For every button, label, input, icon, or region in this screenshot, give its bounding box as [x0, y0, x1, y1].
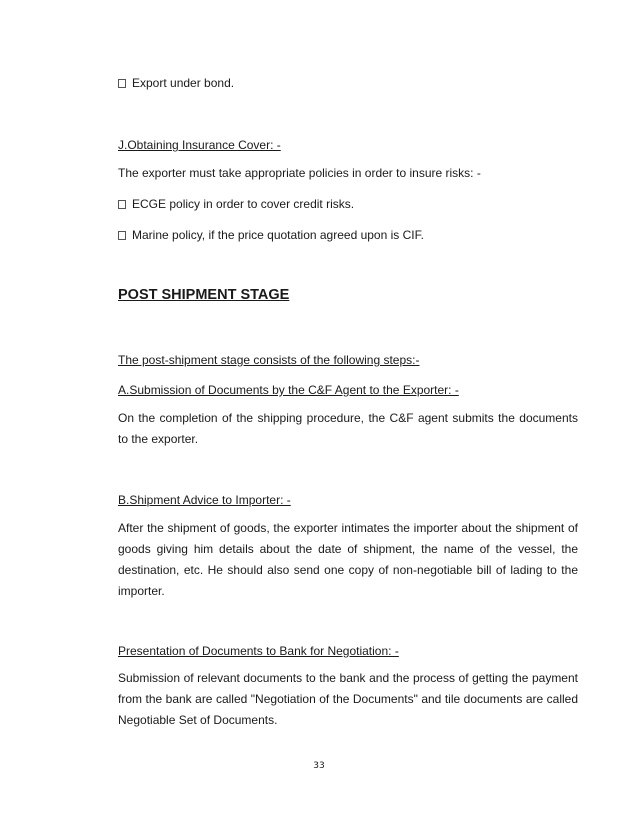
section-c-heading: Presentation of Documents to Bank for Negotiation: - — [118, 644, 399, 658]
section-b-heading: B.Shipment Advice to Importer: - — [118, 493, 291, 507]
bullet-export-under-bond — [118, 76, 578, 90]
section-a-body: On the completion of the shipping procedure, the C&F agent submits the documents to the exporter. — [118, 411, 578, 446]
post-shipment-intro: The post-shipment stage consists of the following steps:- — [118, 353, 420, 367]
bullet-box-icon — [118, 200, 126, 209]
bullet-text: Marine policy, if the price quotation agreed upon is CIF. — [132, 228, 424, 242]
post-shipment-title: POST SHIPMENT STAGE — [118, 287, 290, 303]
section-c-body: Submission of relevant documents to the bank and the process of getting the payment from the bank are called "Negotiation of the Documents" and tile documents are called Negotiable Set of Documents. — [118, 671, 578, 727]
page-number: 33 — [313, 761, 325, 771]
bullet-ecge-policy — [118, 197, 578, 211]
bullet-box-icon — [118, 79, 126, 88]
bullet-text: Export under bond. — [132, 76, 235, 90]
insurance-heading: J.Obtaining Insurance Cover: - — [118, 138, 281, 152]
bullet-text: ECGE policy in order to cover credit risks. — [132, 197, 355, 211]
section-b-body: After the shipment of goods, the exporter intimates the importer about the shipment of goods giving him details about the date of shipment, the name of the vessel, the destination, etc. He should also send one copy of non-negotiable bill of lading to the importer. — [118, 521, 578, 598]
section-a-heading: A.Submission of Documents by the C&F Agent to the Exporter: - — [118, 383, 459, 397]
bullet-box-icon — [118, 231, 126, 240]
bullet-marine-policy — [118, 228, 578, 242]
insurance-intro: The exporter must take appropriate policies in order to insure risks: - — [118, 166, 481, 180]
